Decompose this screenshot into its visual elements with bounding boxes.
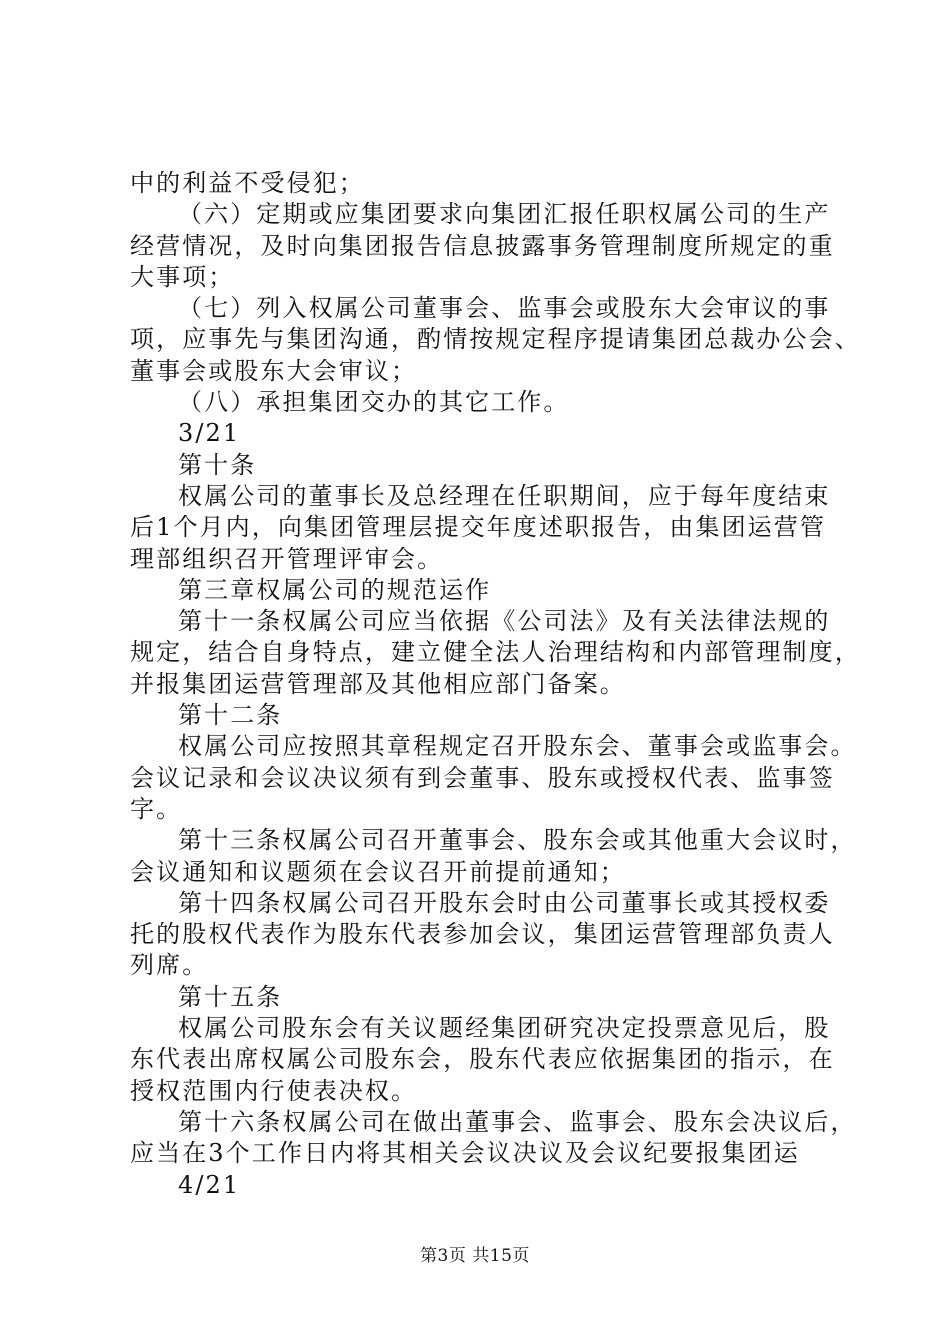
text-line: 董事会或股东大会审议； [130,356,418,385]
text-line: 权属公司股东会有关议题经集团研究决定投票意见后，股 [178,1014,831,1043]
text-line: 4/21 [178,1170,241,1199]
text-line: 经营情况，及时向集团报告信息披露事务管理制度所规定的重 [130,231,835,260]
text-line: 规定，结合自身特点，建立健全法人治理结构和内部管理制度， [130,638,861,667]
text-line: 东代表出席权属公司股东会，股东代表应依据集团的指示，在 [130,1045,835,1074]
text-line: 第十二条 [178,701,283,730]
text-line: 第十四条权属公司召开股东会时由公司董事长或其授权委 [178,888,831,917]
text-line: （六）定期或应集团要求向集团汇报任职权属公司的生产 [178,200,831,229]
text-line: 第三章权属公司的规范运作 [178,575,492,604]
text-line: 后1个月内，向集团管理层提交年度述职报告，由集团运营管 [130,513,826,542]
text-line: 第十条 [178,450,257,479]
text-line: 会议记录和会议决议须有到会董事、股东或授权代表、监事签 [130,763,835,792]
text-line: 第十六条权属公司在做出董事会、监事会、股东会决议后， [178,1107,857,1136]
text-line: 托的股权代表作为股东代表参加会议，集团运营管理部负责人 [130,920,835,949]
text-line: 第十五条 [178,982,283,1011]
text-line: 应当在3个工作日内将其相关会议决议及会议纪要报集团运 [130,1139,800,1168]
text-line: 权属公司应按照其章程规定召开股东会、董事会或监事会。 [178,732,857,761]
text-line: 列席。 [130,951,209,980]
text-line: （七）列入权属公司董事会、监事会或股东大会审议的事 [178,294,831,323]
text-line: 项，应事先与集团沟通，酌情按规定程序提请集团总裁办公会、 [130,325,861,354]
text-line: （八）承担集团交办的其它工作。 [178,388,570,417]
text-line: 授权范围内行使表决权。 [130,1076,418,1105]
text-line: 3/21 [178,419,241,448]
text-line: 会议通知和议题须在会议召开前提前通知； [130,857,626,886]
page-footer: 第3页 共15页 [420,1246,530,1266]
text-line: 字。 [130,794,183,823]
text-line: 权属公司的董事长及总经理在任职期间，应于每年度结束 [178,481,831,510]
text-line: 中的利益不受侵犯； [130,169,365,197]
text-line: 理部组织召开管理评审会。 [130,544,444,573]
text-line: 并报集团运营管理部及其他相应部门备案。 [130,669,626,698]
text-line: 第十三条权属公司召开董事会、股东会或其他重大会议时， [178,826,857,855]
text-line: 第十一条权属公司应当依据《公司法》及有关法律法规的 [178,607,831,636]
text-line: 大事项； [130,262,235,291]
document-body [130,168,861,1201]
